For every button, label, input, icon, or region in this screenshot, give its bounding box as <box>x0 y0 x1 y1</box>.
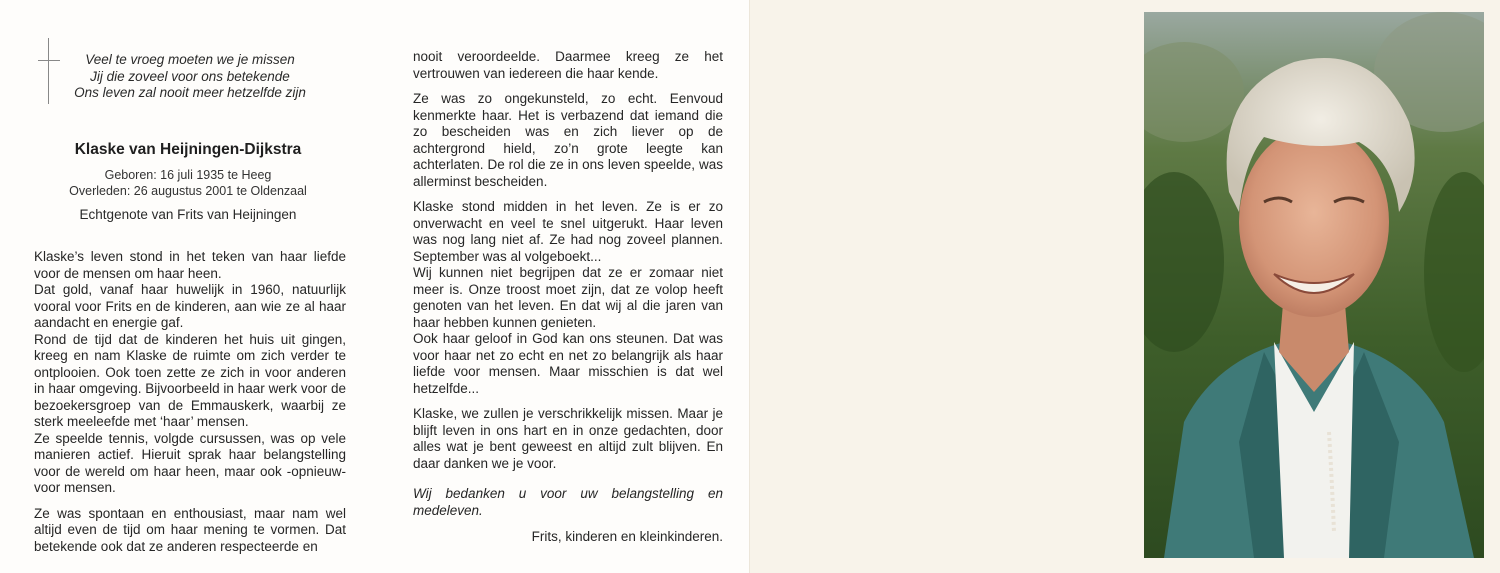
cross-icon <box>48 38 49 104</box>
portrait-photo <box>1144 12 1484 558</box>
poem <box>60 52 320 102</box>
spouse-line: Echtgenote van Frits van Heijningen <box>79 207 297 222</box>
text-column-2 <box>413 49 723 555</box>
death-date: Overleden: 26 augustus 2001 te Oldenzaal <box>69 184 307 198</box>
thanks-line: Wij bedanken u voor uw belangstelling en medeleven. <box>413 486 723 518</box>
text-column-1 <box>34 249 346 564</box>
paragraph: Ze was spontaan en enthousiast, maar nam wel altijd even de tijd om haar mening te vormen. Dat betekende ook dat ze anderen respecteerde en <box>34 505 346 554</box>
paragraph: nooit veroordeelde. Daarmee kreeg ze het vertrouwen van iedereen die haar kende. <box>413 49 723 81</box>
paragraph: Ook haar geloof in God kan ons steunen. Dat was voor haar net zo echt en net zo belangrijk als haar liefde voor mensen. Maar misschien is dat wel hetzelfde... <box>413 331 723 396</box>
paragraph: Rond de tijd dat de kinderen het huis uit gingen, kreeg en nam Klaske de ruimte om zich verder te ontplooien. Ook toen zette ze zich in voor anderen in haar omgeving. Bijvoorbeeld in haar werk voor de bezoekersgroep van de Emmauskerk, waarbij ze sterk meeleefde met ‘haar’ mensen. <box>34 331 346 429</box>
poem-line: Veel te vroeg moeten we je missen <box>85 52 295 67</box>
paragraph: Klaske stond midden in het leven. Ze is er zo onverwacht en veel te snel uitgerukt. Haar leven was nog lang niet af. Ze had nog zoveel plannen. September was al volgeboekt... <box>413 199 723 264</box>
poem-line: Ons leven zal nooit meer hetzelfde zijn <box>74 85 306 100</box>
cross-icon-bar <box>38 60 60 61</box>
paragraph: Dat gold, vanaf haar huwelijk in 1960, natuurlijk vooral voor Frits en de kinderen, aan wie ze al haar aandacht en energie gaf. <box>34 282 346 330</box>
paragraph: Ze speelde tennis, volgde cursussen, was op vele manieren actief. Hieruit sprak haar belangstelling voor de wereld om haar heen, maar ook -opnieuw- voor mensen. <box>34 430 346 495</box>
birth-date: Geboren: 16 juli 1935 te Heeg <box>104 168 272 182</box>
dates <box>30 167 346 199</box>
paragraph: Ze was zo ongekunsteld, zo echt. Eenvoud kenmerkte haar. Het is verbazend dat iemand die zo bescheiden was en zich liever op de achtergrond hield, zo’n grote leegte kan achterlaten. De rol die ze in ons leven speelde, was allerminst bescheiden. <box>413 91 723 189</box>
signature: Frits, kinderen en kleinkinderen. <box>531 529 723 544</box>
paragraph: Klaske’s leven stond in het teken van haar liefde voor de mensen om haar heen. <box>34 249 346 281</box>
paragraph: Klaske, we zullen je verschrikkelijk missen. Maar je blijft leven in ons hart en in onze gedachten, door alles wat je bent geweest en altijd zult blijven. En daar danken we je voor. <box>413 406 723 471</box>
paragraph: Wij kunnen niet begrijpen dat ze er zomaar niet meer is. Onze troost moet zijn, dat ze volop heeft genoten van het leven. En dat wij al die jaren van haar hebben kunnen genieten. <box>413 265 723 330</box>
poem-line: Jij die zoveel voor ons betekende <box>90 68 290 84</box>
deceased-name: Klaske van Heijningen-Dijkstra <box>74 141 302 158</box>
portrait-illustration <box>1144 12 1484 558</box>
